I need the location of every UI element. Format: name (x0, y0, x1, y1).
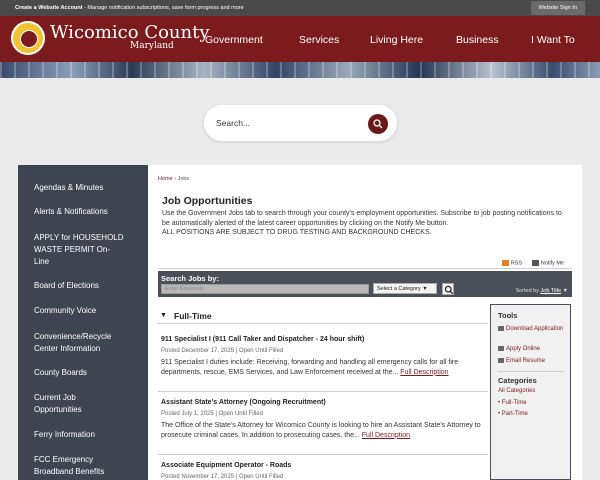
sort-label: Sorted by (515, 288, 541, 294)
sidebar-item-elections[interactable]: Board of Elections (34, 281, 99, 290)
sidebar-item-jobs[interactable]: Current Job Opportunities (34, 393, 82, 414)
apply-icon (498, 346, 504, 351)
email-icon (498, 358, 504, 363)
job-meta: Posted July 1, 2025 | Open Until Filled (161, 411, 263, 417)
notify-icon (532, 260, 539, 266)
sort-control[interactable] (515, 288, 568, 294)
job-meta: Posted December 17, 2025 | Open Until Filled (161, 348, 284, 354)
tool-label: Email Resume (506, 358, 546, 364)
job-meta: Posted November 17, 2025 | Open Until Filled (161, 474, 284, 480)
category-select[interactable] (373, 283, 437, 294)
job-desc (161, 421, 486, 440)
create-account-link[interactable]: Create a Website Account (15, 5, 83, 11)
category-full-time[interactable] (498, 400, 527, 406)
sign-in-button[interactable]: Website Sign In (531, 1, 585, 15)
tools-divider (498, 371, 564, 372)
sidebar-item-community-voice[interactable]: Community Voice (34, 306, 97, 315)
notify-me-button[interactable] (532, 260, 564, 266)
breadcrumb-home[interactable]: Home (158, 176, 173, 182)
job-desc-text: The Office of the State's Attorney for Wicomico County is looking to hire an Assistant State's Attorney to prosecute criminal cases. In addition to prosecuting cases, the... (161, 422, 481, 439)
job-listing (161, 461, 486, 480)
breadcrumb (158, 176, 189, 182)
county-seal-icon[interactable] (11, 21, 45, 55)
notify-label: Notify Me (540, 260, 564, 267)
site-search (204, 105, 397, 141)
job-divider (158, 391, 488, 392)
top-utility-bar (0, 0, 600, 16)
category-bullet: • (498, 400, 502, 406)
sidebar-item-convenience[interactable]: Convenience/Recycle Center Information (34, 332, 112, 353)
category-label: Full-Time (501, 400, 527, 406)
apply-online-link[interactable] (498, 345, 568, 354)
sidebar-item-county-boards[interactable]: County Boards (34, 368, 87, 377)
search-button[interactable] (368, 114, 388, 134)
site-header (0, 16, 600, 62)
county-name[interactable]: Wicomico County (50, 22, 210, 43)
sidebar-item-ferry[interactable]: Ferry Information (34, 430, 95, 439)
breadcrumb-current: Jobs (177, 176, 190, 182)
search-icon (444, 285, 454, 295)
breadcrumb-separator: › (172, 176, 178, 182)
intro-paragraph: Use the Government Jobs tab to search through your county's employment opportunities. Subscribe to job posting notifications to be automatically alerted of the latest career opportunities by clicking on the Notify Me button. (162, 210, 562, 227)
category-bullet: • (498, 411, 502, 417)
sort-chevron-icon: ▼ (562, 288, 568, 294)
main-content (148, 165, 582, 480)
job-keyword-input[interactable]: Enter Keywords (161, 284, 369, 294)
tools-heading: Tools (498, 311, 518, 320)
rss-label: RSS (510, 260, 522, 267)
rss-button[interactable] (502, 260, 522, 266)
page-title: Job Opportunities (162, 195, 253, 207)
chevron-down-icon: ▼ (422, 286, 428, 292)
job-listing (161, 398, 486, 440)
full-description-link[interactable]: Full Description (361, 431, 411, 439)
collapse-triangle-icon: ▼ (160, 312, 167, 319)
job-listing (161, 335, 486, 377)
tools-panel (490, 304, 571, 480)
email-resume-link[interactable] (498, 357, 568, 366)
rss-icon (502, 260, 509, 266)
job-search-bar (158, 271, 572, 297)
nav-government[interactable]: Government (205, 34, 263, 46)
category-label: Part-Time (501, 411, 528, 417)
category-part-time[interactable] (498, 411, 528, 417)
job-desc-text: 911 Specialist I duties include: Receiving, forwarding and handling all emergency calls for all fire departments, rescue, EMS Services, and Law Enforcement received at the... (161, 359, 459, 376)
categories-heading: Categories (498, 376, 537, 385)
sidebar-item-fcc[interactable]: FCC Emergency Broadband Benefits (34, 455, 105, 476)
intro-text (162, 209, 562, 238)
state-name: Maryland (130, 41, 174, 51)
job-title[interactable]: Assistant State's Attorney (Ongoing Recruitment) (161, 399, 326, 406)
sort-field[interactable]: Job Title (540, 288, 562, 294)
sidebar-item-agendas[interactable]: Agendas & Minutes (34, 183, 104, 192)
search-icon (373, 119, 383, 129)
category-all[interactable]: All Categories (498, 388, 536, 394)
nav-i-want-to[interactable]: I Want To (531, 34, 575, 46)
download-application-link[interactable] (498, 325, 568, 334)
section-header-full-time[interactable] (158, 309, 488, 324)
job-divider (158, 454, 488, 455)
nav-living-here[interactable]: Living Here (370, 34, 424, 46)
job-title[interactable]: Associate Equipment Operator - Roads (161, 462, 292, 469)
download-icon (498, 326, 504, 331)
nav-services[interactable]: Services (299, 34, 340, 46)
full-description-link[interactable]: Full Description (400, 368, 449, 376)
feed-row (158, 258, 572, 269)
job-desc (161, 358, 486, 377)
job-title[interactable]: 911 Specialist I (911 Call Taker and Dispatcher - 24 hour shift) (161, 336, 365, 343)
sidebar-nav (18, 165, 148, 480)
search-jobs-label: Search Jobs by: (161, 274, 219, 283)
category-select-label: Select a Category (377, 286, 421, 292)
banner-image (0, 62, 600, 78)
tool-label: Download Application (506, 326, 564, 332)
create-account-message[interactable] (15, 5, 244, 11)
nav-business[interactable]: Business (456, 34, 499, 46)
intro-caps: ALL POSITIONS ARE SUBJECT TO DRUG TESTING AND BACKGROUND CHECKS. (162, 229, 432, 236)
tool-label: Apply Online (506, 346, 541, 352)
sidebar-item-household-waste[interactable]: APPLY for HOUSEHOLD WASTE PERMIT On-Line (34, 233, 124, 266)
create-account-desc: - Manage notification subscriptions, save form progress and more (82, 5, 244, 11)
sidebar-item-alerts[interactable]: Alerts & Notifications (34, 207, 108, 216)
section-title: Full-Time (174, 311, 212, 321)
job-search-button[interactable] (442, 283, 454, 295)
search-input[interactable]: Search... (216, 118, 251, 128)
